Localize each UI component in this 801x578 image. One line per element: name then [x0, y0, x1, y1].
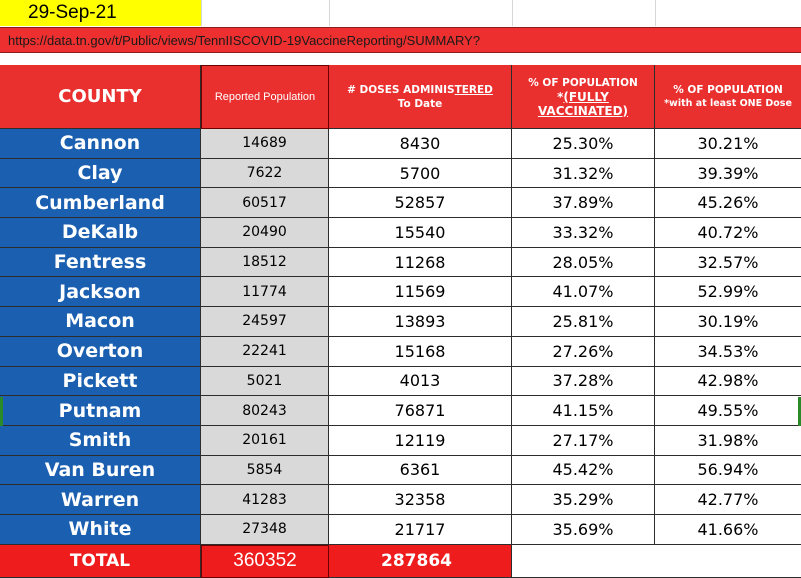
county-name[interactable]: Clay: [0, 159, 201, 189]
fully-vaccinated-cell[interactable]: 41.07%: [512, 277, 655, 307]
county-name[interactable]: Cannon: [0, 129, 201, 159]
doses-cell[interactable]: 4013: [329, 367, 512, 397]
table-row: [0, 337, 801, 367]
fully-vaccinated-cell[interactable]: 45.42%: [512, 456, 655, 486]
date-cell[interactable]: 29-Sep-21: [0, 0, 201, 26]
doses-cell[interactable]: 15168: [329, 337, 512, 367]
reported-population-cell[interactable]: 5021: [201, 367, 329, 397]
county-name[interactable]: Overton: [0, 337, 201, 367]
doses-cell[interactable]: 11268: [329, 248, 512, 278]
reported-population-cell[interactable]: 22241: [201, 337, 329, 367]
reported-population-cell[interactable]: 41283: [201, 485, 329, 515]
one-dose-cell[interactable]: 56.94%: [655, 456, 801, 486]
county-name[interactable]: Jackson: [0, 277, 201, 307]
reported-population-cell[interactable]: 11774: [201, 277, 329, 307]
doses-cell[interactable]: 12119: [329, 426, 512, 456]
table-row: [0, 277, 801, 307]
fully-vaccinated-cell[interactable]: 35.69%: [512, 515, 655, 545]
county-name[interactable]: Van Buren: [0, 456, 201, 486]
total-blank-1: [512, 545, 655, 578]
table-row: [0, 307, 801, 337]
fully-vaccinated-cell[interactable]: 25.30%: [512, 129, 655, 159]
reported-population-cell[interactable]: 27348: [201, 515, 329, 545]
doses-cell[interactable]: 5700: [329, 159, 512, 189]
doses-cell[interactable]: 6361: [329, 456, 512, 486]
table-row: [0, 456, 801, 486]
county-name[interactable]: Fentress: [0, 248, 201, 278]
table-row: [0, 426, 801, 456]
one-dose-cell[interactable]: 52.99%: [655, 277, 801, 307]
fully-vaccinated-cell[interactable]: 41.15%: [512, 396, 655, 426]
county-name[interactable]: Putnam: [0, 396, 201, 426]
doses-cell[interactable]: 52857: [329, 188, 512, 218]
selection-marker-left: [0, 397, 3, 426]
fully-vaccinated-cell[interactable]: 25.81%: [512, 307, 655, 337]
table-row: [0, 129, 801, 159]
fully-vaccinated-cell[interactable]: 37.28%: [512, 367, 655, 397]
table-row: [0, 367, 801, 397]
table-row: [0, 188, 801, 218]
doses-cell[interactable]: 32358: [329, 485, 512, 515]
doses-cell[interactable]: 8430: [329, 129, 512, 159]
one-dose-cell[interactable]: 49.55%: [655, 396, 801, 426]
doses-header: # DOSES ADMINISTERED To Date: [329, 65, 512, 129]
doses-cell[interactable]: 21717: [329, 515, 512, 545]
one-dose-cell[interactable]: 39.39%: [655, 159, 801, 189]
county-name[interactable]: Macon: [0, 307, 201, 337]
header-row: [0, 65, 801, 129]
reported-population-header: Reported Population: [201, 65, 329, 129]
fully-vaccinated-cell[interactable]: 33.32%: [512, 218, 655, 248]
county-name[interactable]: White: [0, 515, 201, 545]
one-dose-cell[interactable]: 32.57%: [655, 248, 801, 278]
reported-population-cell[interactable]: 60517: [201, 188, 329, 218]
one-dose-header: % OF POPULATION *with at least ONE Dose: [655, 65, 801, 129]
total-population: 360352: [201, 545, 329, 578]
doses-cell[interactable]: 13893: [329, 307, 512, 337]
fully-vaccinated-header: % OF POPULATION *(FULLY VACCINATED): [512, 65, 655, 129]
county-name[interactable]: DeKalb: [0, 218, 201, 248]
fully-vaccinated-cell[interactable]: 37.89%: [512, 188, 655, 218]
table-row: [0, 515, 801, 545]
one-dose-cell[interactable]: 30.19%: [655, 307, 801, 337]
total-label: TOTAL: [0, 545, 201, 578]
vaccine-table: [0, 65, 801, 578]
reported-population-cell[interactable]: 7622: [201, 159, 329, 189]
county-header: COUNTY: [0, 65, 201, 129]
one-dose-cell[interactable]: 30.21%: [655, 129, 801, 159]
one-dose-cell[interactable]: 42.98%: [655, 367, 801, 397]
one-dose-cell[interactable]: 34.53%: [655, 337, 801, 367]
reported-population-cell[interactable]: 24597: [201, 307, 329, 337]
table-row: [0, 485, 801, 515]
reported-population-cell[interactable]: 5854: [201, 456, 329, 486]
county-name[interactable]: Pickett: [0, 367, 201, 397]
one-dose-cell[interactable]: 41.66%: [655, 515, 801, 545]
fully-vaccinated-cell[interactable]: 35.29%: [512, 485, 655, 515]
doses-cell[interactable]: 11569: [329, 277, 512, 307]
reported-population-cell[interactable]: 18512: [201, 248, 329, 278]
total-row: [0, 545, 801, 578]
county-name[interactable]: Warren: [0, 485, 201, 515]
total-blank-2: [655, 545, 801, 578]
source-url[interactable]: https://data.tn.gov/t/Public/views/TennIISCOVID-19VaccineReporting/SUMMARY?: [0, 27, 801, 53]
one-dose-cell[interactable]: 40.72%: [655, 218, 801, 248]
fully-vaccinated-cell[interactable]: 31.32%: [512, 159, 655, 189]
table-row: [0, 248, 801, 278]
doses-cell[interactable]: 76871: [329, 396, 512, 426]
fully-vaccinated-cell[interactable]: 27.26%: [512, 337, 655, 367]
fully-vaccinated-cell[interactable]: 28.05%: [512, 248, 655, 278]
reported-population-cell[interactable]: 14689: [201, 129, 329, 159]
table-row: [0, 396, 801, 426]
fully-vaccinated-cell[interactable]: 27.17%: [512, 426, 655, 456]
reported-population-cell[interactable]: 80243: [201, 396, 329, 426]
one-dose-cell[interactable]: 31.98%: [655, 426, 801, 456]
one-dose-cell[interactable]: 42.77%: [655, 485, 801, 515]
reported-population-cell[interactable]: 20161: [201, 426, 329, 456]
reported-population-cell[interactable]: 20490: [201, 218, 329, 248]
table-row: [0, 218, 801, 248]
doses-cell[interactable]: 15540: [329, 218, 512, 248]
one-dose-cell[interactable]: 45.26%: [655, 188, 801, 218]
table-row: [0, 159, 801, 189]
county-name[interactable]: Cumberland: [0, 188, 201, 218]
total-doses: 287864: [329, 545, 512, 578]
county-name[interactable]: Smith: [0, 426, 201, 456]
